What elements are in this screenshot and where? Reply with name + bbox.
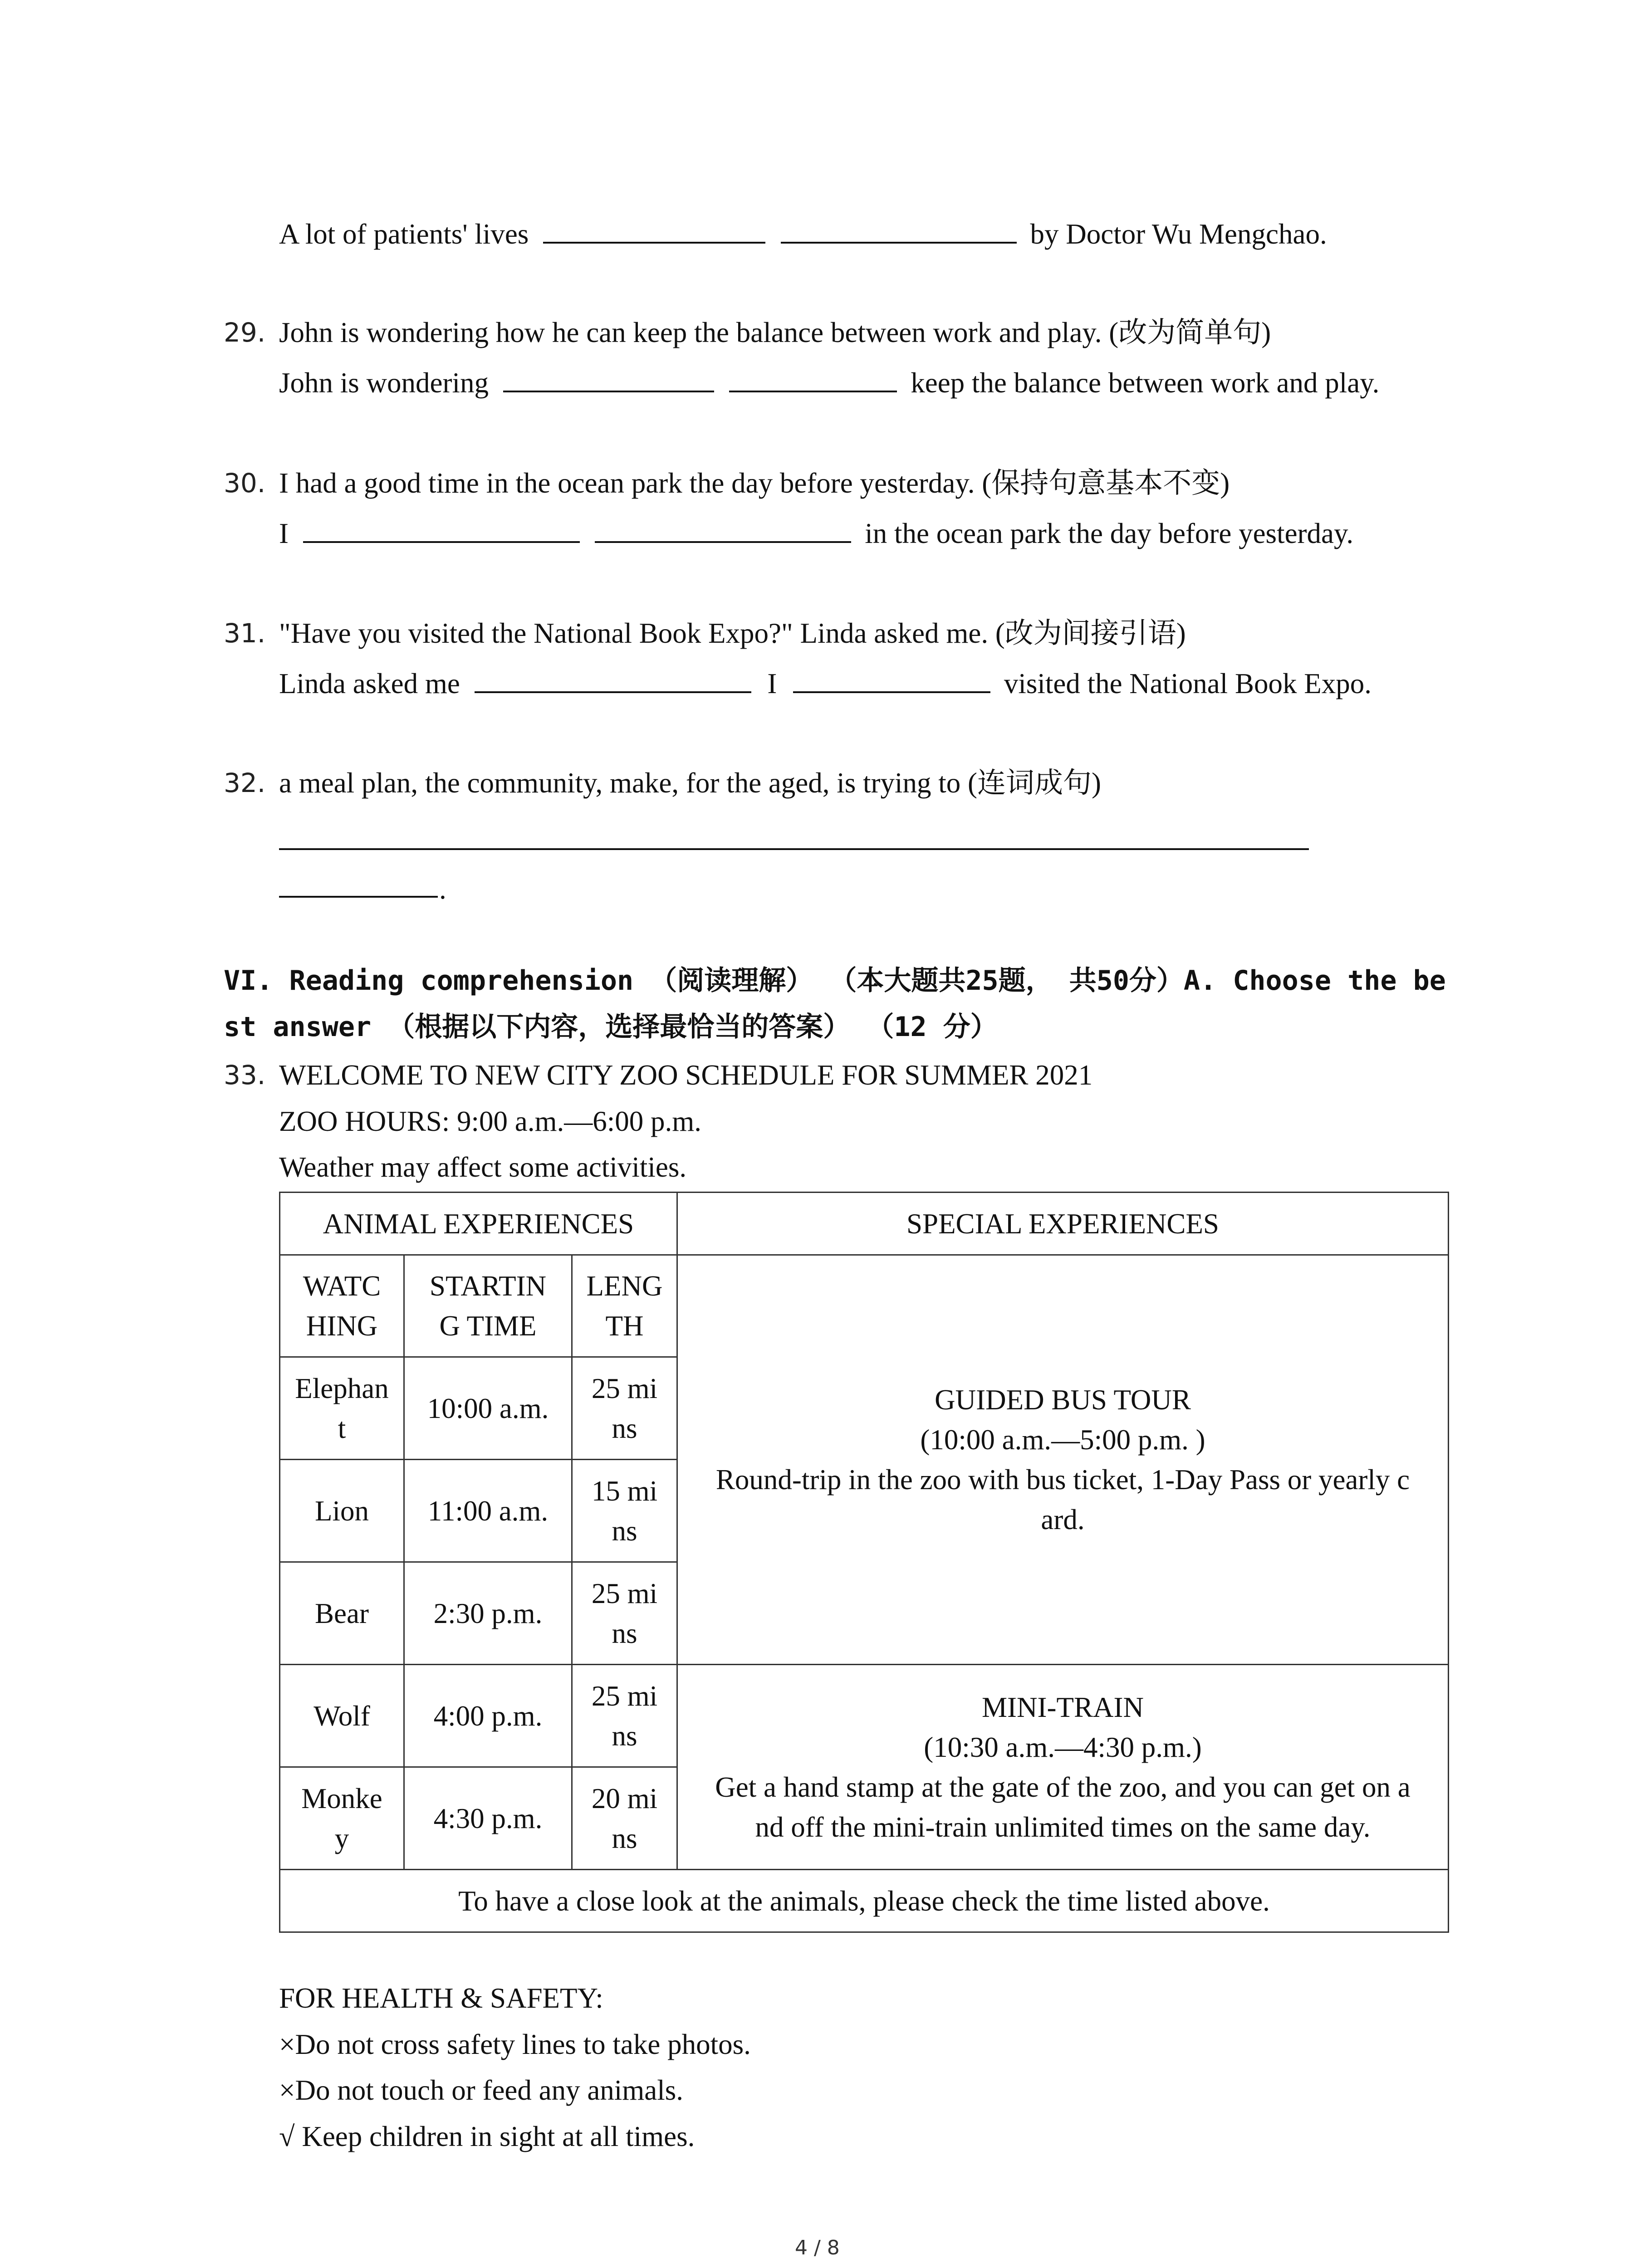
q29-number: 29. xyxy=(224,317,266,348)
col-length: LENG TH xyxy=(572,1255,677,1357)
q31-answer-suffix: visited the National Book Expo. xyxy=(1004,668,1372,699)
time-cell: 10:00 a.m. xyxy=(404,1357,572,1460)
col-watching: WATC HING xyxy=(280,1255,404,1357)
col-starting-time: STARTIN G TIME xyxy=(404,1255,572,1357)
q32-number: 32. xyxy=(224,767,266,798)
q29-blank-2[interactable] xyxy=(729,364,897,392)
q33-zoo-hours: ZOO HOURS: 9:00 a.m.—6:00 p.m. xyxy=(279,1105,702,1137)
safety-rule-2: ×Do not touch or feed any animals. xyxy=(279,2074,684,2106)
table-header-row xyxy=(280,1193,1449,1255)
q28-answer-prefix: A lot of patients' lives xyxy=(279,218,529,250)
guided-bus-tour-cell xyxy=(677,1255,1449,1665)
animal-cell: Lion xyxy=(280,1460,404,1562)
q32-answer-blank-short[interactable] xyxy=(279,896,438,898)
q31-blank-1[interactable] xyxy=(475,665,751,693)
q28-blank-2[interactable] xyxy=(781,215,1017,244)
animal-cell: Elephan t xyxy=(280,1357,404,1460)
bus-tour-desc-2: ard. xyxy=(1041,1504,1085,1535)
q30-blank-1[interactable] xyxy=(303,515,580,543)
bus-tour-time: (10:00 a.m.—5:00 p.m. ) xyxy=(920,1424,1205,1456)
q31-answer-line xyxy=(279,665,1372,702)
safety-rule-1: ×Do not cross safety lines to take photos. xyxy=(279,2028,751,2060)
table-column-header-row xyxy=(280,1255,1449,1357)
mini-train-cell xyxy=(677,1665,1449,1870)
time-cell: 4:00 p.m. xyxy=(404,1665,572,1767)
q30-sentence: I had a good time in the ocean park the day before yesterday. (保持句意基本不变) xyxy=(279,467,1230,499)
q30-answer-suffix: in the ocean park the day before yesterday. xyxy=(865,518,1354,549)
q31-sentence: "Have you visited the National Book Expo?" Linda asked me. (改为间接引语) xyxy=(279,617,1186,649)
q29-blank-1[interactable] xyxy=(503,364,714,392)
mini-train-title: MINI-TRAIN xyxy=(982,1691,1144,1723)
animal-cell: Monke y xyxy=(280,1767,404,1870)
header-special-experiences: SPECIAL EXPERIENCES xyxy=(677,1193,1449,1255)
table-row xyxy=(280,1665,1449,1767)
q30-answer-prefix: I xyxy=(279,518,289,549)
q28-answer-suffix: by Doctor Wu Mengchao. xyxy=(1030,218,1327,250)
zoo-schedule-table xyxy=(279,1192,1449,1933)
table-footer-note: To have a close look at the animals, please check the time listed above. xyxy=(280,1870,1449,1932)
q33-number: 33. xyxy=(224,1060,266,1090)
q31-answer-prefix: Linda asked me xyxy=(279,668,460,699)
length-cell: 25 mi ns xyxy=(572,1665,677,1767)
safety-rule-3: √ Keep children in sight at all times. xyxy=(279,2121,695,2152)
q29-answer-suffix: keep the balance between work and play. xyxy=(911,367,1380,399)
q30-blank-2[interactable] xyxy=(595,515,851,543)
bus-tour-title: GUIDED BUS TOUR xyxy=(935,1384,1191,1416)
length-cell: 20 mi ns xyxy=(572,1767,677,1870)
time-cell: 4:30 p.m. xyxy=(404,1767,572,1870)
mini-train-desc-2: nd off the mini-train unlimited times on the same day. xyxy=(755,1811,1371,1843)
header-animal-experiences: ANIMAL EXPERIENCES xyxy=(280,1193,677,1255)
q32-sentence: a meal plan, the community, make, for the aged, is trying to (连词成句) xyxy=(279,767,1101,799)
q33-weather-note: Weather may affect some activities. xyxy=(279,1151,687,1183)
q32-period: . xyxy=(439,873,446,905)
bus-tour-desc-1: Round-trip in the zoo with bus ticket, 1-Day Pass or yearly c xyxy=(715,1464,1410,1496)
length-cell: 15 mi ns xyxy=(572,1460,677,1562)
q28-blank-1[interactable] xyxy=(543,215,765,244)
q29-answer-line xyxy=(279,364,1379,401)
q31-number: 31. xyxy=(224,618,266,649)
animal-cell: Wolf xyxy=(280,1665,404,1767)
time-cell: 2:30 p.m. xyxy=(404,1562,572,1665)
q31-answer-middle: I xyxy=(767,668,777,699)
q28-answer-line xyxy=(279,215,1327,252)
q32-answer-blank-long[interactable] xyxy=(279,848,1309,850)
time-cell: 11:00 a.m. xyxy=(404,1460,572,1562)
length-cell: 25 mi ns xyxy=(572,1562,677,1665)
mini-train-time: (10:30 a.m.—4:30 p.m.) xyxy=(924,1731,1202,1763)
section-6-heading-line2: st answer （根据以下内容，选择最恰当的答案） （12 分） xyxy=(224,1011,998,1043)
q29-answer-prefix: John is wondering xyxy=(279,367,489,399)
safety-title: FOR HEALTH & SAFETY: xyxy=(279,1982,603,2014)
q30-number: 30. xyxy=(224,468,266,499)
section-6-heading-line1: VI. Reading comprehension （阅读理解） （本大题共25题， 共50分）A. Choose the be xyxy=(224,965,1446,997)
length-cell: 25 mi ns xyxy=(572,1357,677,1460)
mini-train-desc-1: Get a hand stamp at the gate of the zoo, and you can get on a xyxy=(715,1771,1411,1803)
animal-cell: Bear xyxy=(280,1562,404,1665)
q30-answer-line xyxy=(279,515,1353,552)
table-footer-row xyxy=(280,1870,1449,1932)
q29-sentence: John is wondering how he can keep the balance between work and play. (改为简单句) xyxy=(279,317,1271,348)
q33-title: WELCOME TO NEW CITY ZOO SCHEDULE FOR SUMMER 2021 xyxy=(279,1059,1093,1091)
q31-blank-2[interactable] xyxy=(793,665,990,693)
page-number: 4 / 8 xyxy=(795,2236,840,2259)
